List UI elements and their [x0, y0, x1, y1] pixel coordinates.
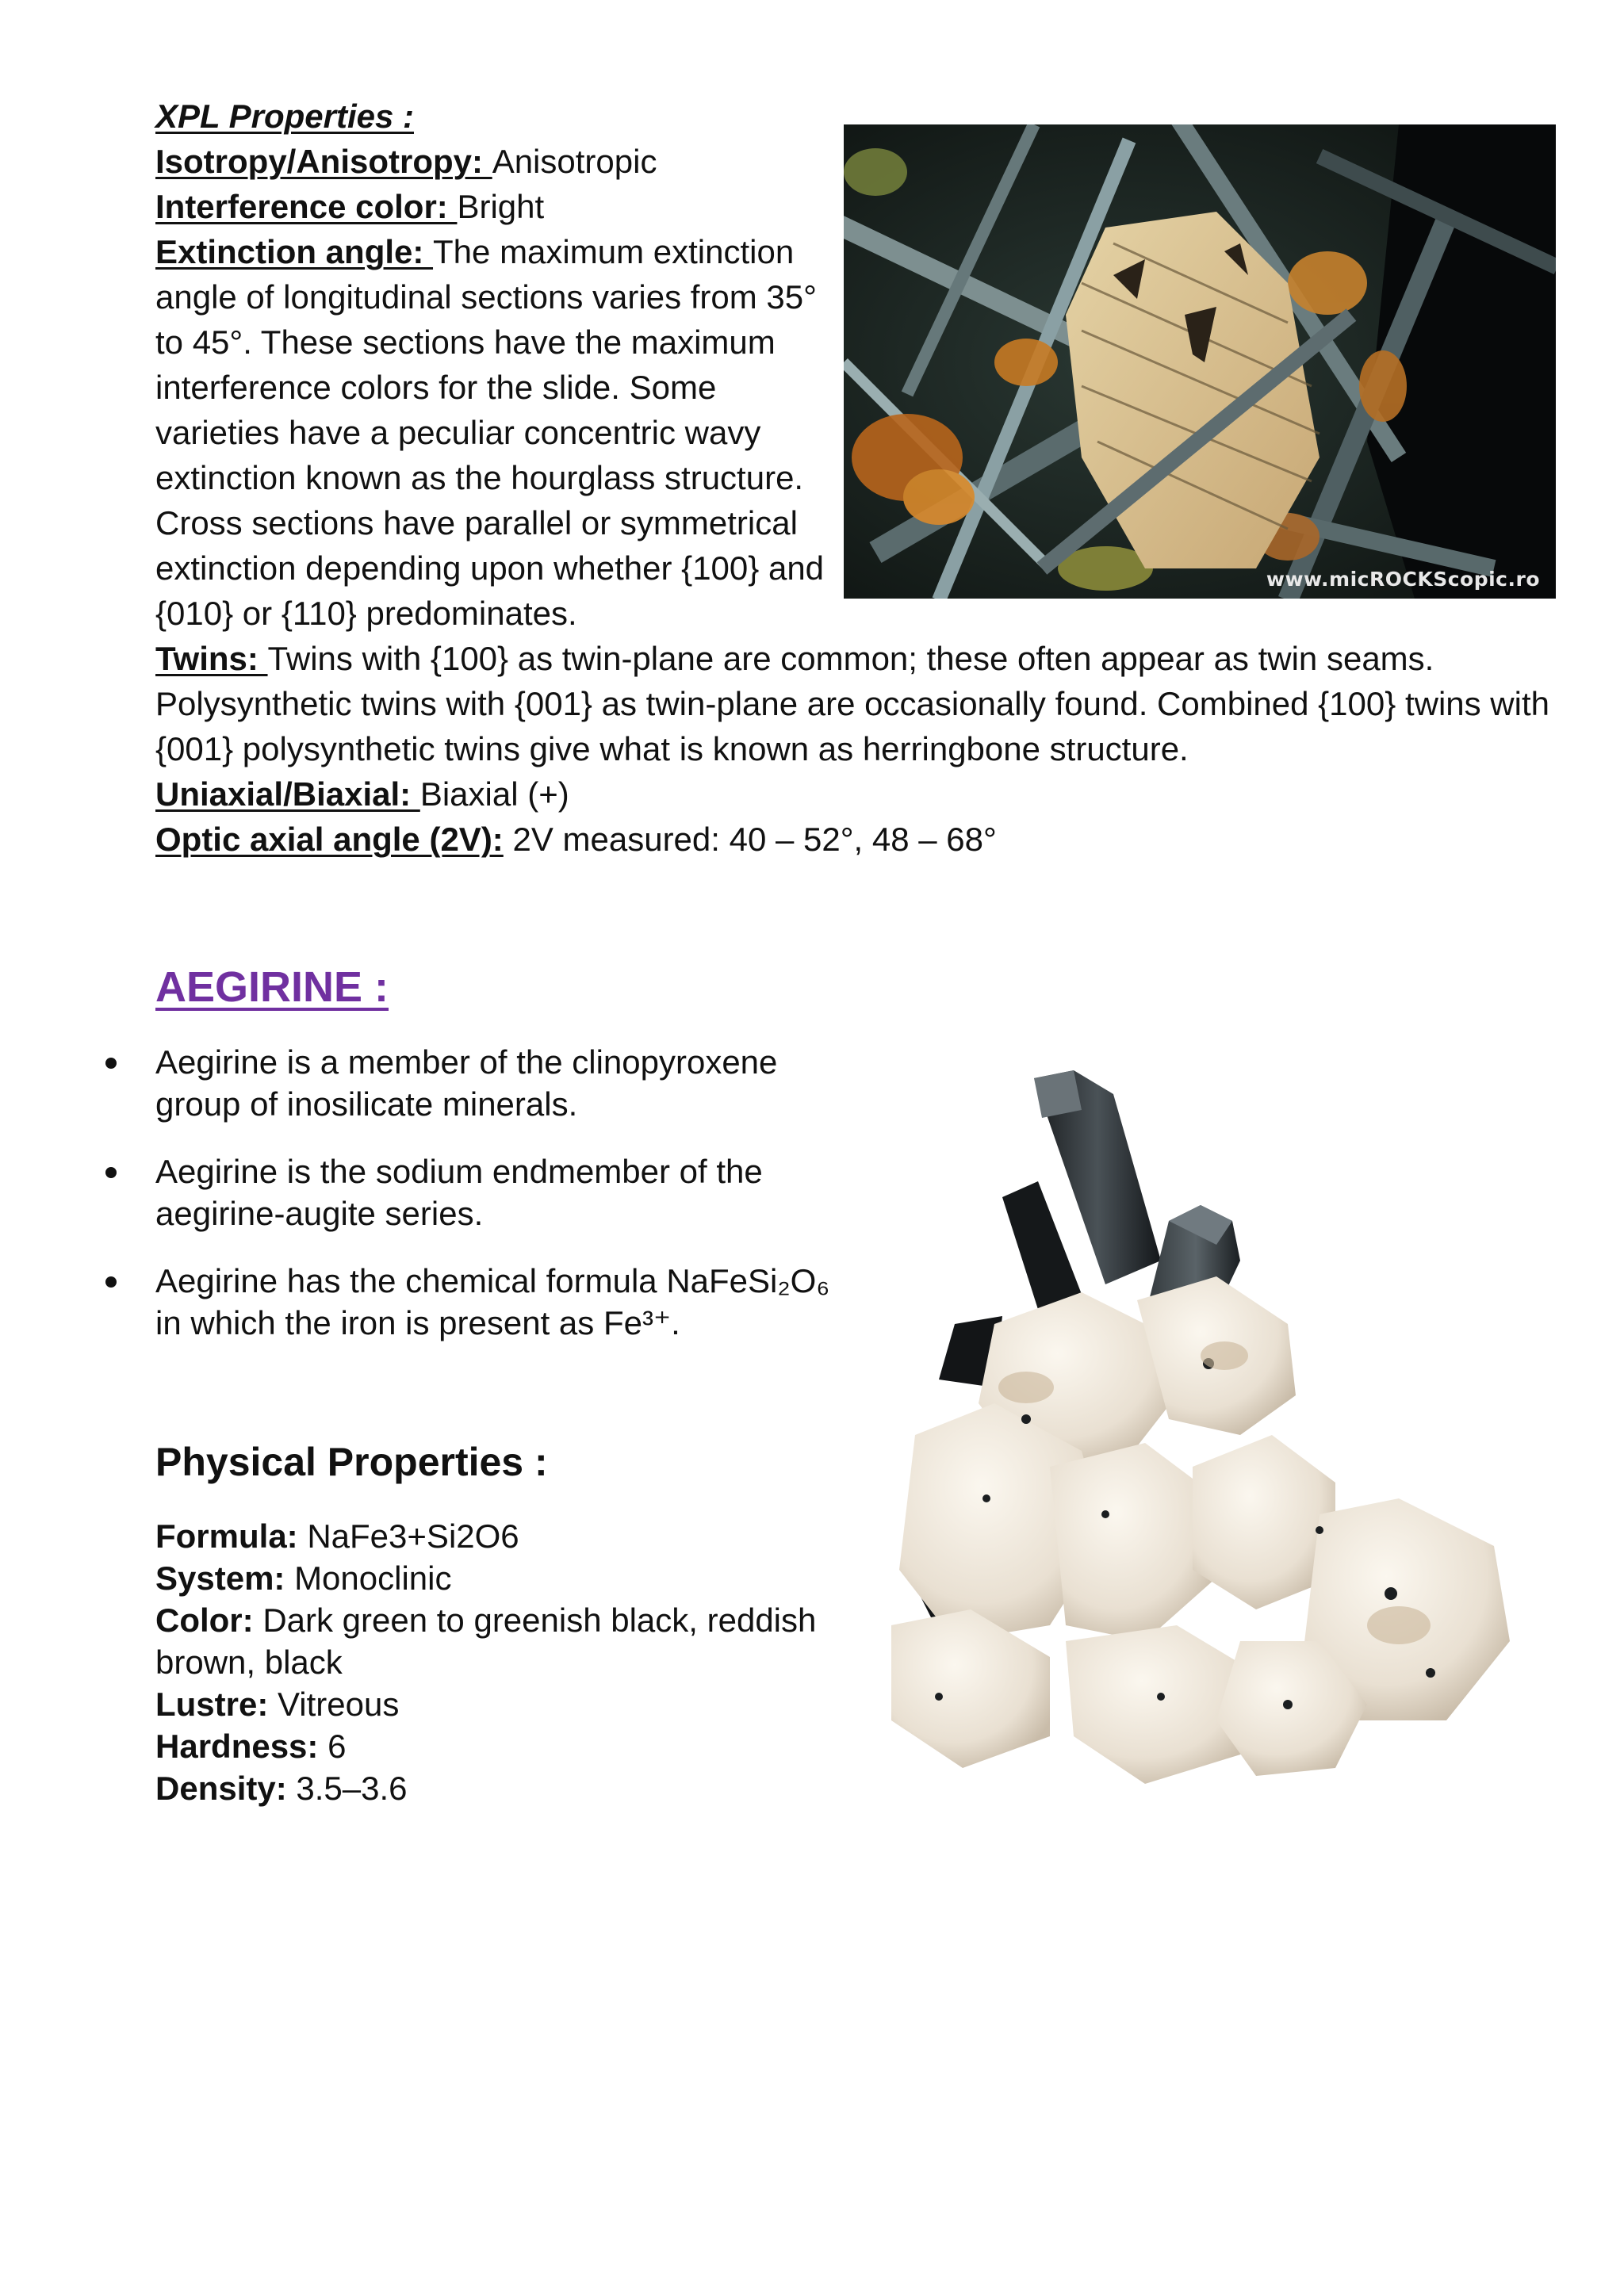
bullet-2-line-1: Aegirine is the sodium endmember of the [155, 1153, 763, 1190]
optic-label: Optic axial angle (2V): [155, 821, 504, 858]
density-line [155, 1766, 408, 1811]
twins-label: Twins: [155, 640, 268, 677]
color-value: Dark green to greenish black, reddish [253, 1601, 817, 1639]
formula-label: Formula: [155, 1517, 298, 1555]
system-label: System: [155, 1559, 285, 1597]
hardness-label: Hardness: [155, 1728, 319, 1765]
bullet-1-line-1: Aegirine is a member of the clinopyroxene [155, 1043, 778, 1081]
lustre-value: Vitreous [268, 1686, 400, 1723]
optic-line [155, 817, 997, 862]
extinction-line-8: extinction depending upon whether {100} and [155, 549, 825, 587]
color-label: Color: [155, 1601, 254, 1639]
color-line [155, 1598, 816, 1643]
color-line-2: brown, black [155, 1644, 343, 1681]
xpl-heading: XPL Properties : [155, 98, 414, 135]
xpl-micrograph-image [844, 124, 1556, 599]
aegirine-title: AEGIRINE : [155, 963, 389, 1011]
isotropy-value: Anisotropic [492, 143, 657, 180]
extinction-label: Extinction angle: [155, 233, 434, 270]
twins-line-3: {001} polysynthetic twins give what is known as herringbone structure. [155, 730, 1189, 767]
twins-line-1 [155, 636, 1434, 681]
lustre-line [155, 1682, 399, 1727]
bullet-dot-1 [105, 1058, 117, 1069]
system-line [155, 1556, 452, 1601]
density-label: Density: [155, 1770, 287, 1807]
interference-value: Bright [457, 188, 545, 225]
micrograph-watermark: www.micROCKScopic.ro [1266, 568, 1540, 591]
lustre-label: Lustre: [155, 1686, 269, 1723]
isotropy-label: Isotropy/Anisotropy: [155, 143, 492, 180]
uniaxial-value: Biaxial (+) [419, 775, 569, 813]
twins-line-2: Polysynthetic twins with {001} as twin-plane are occasionally found. Combined {100} twins with [155, 685, 1549, 722]
optic-value: 2V measured: 40 – 52°, 48 – 68° [503, 821, 997, 858]
bullet-2-line-2: aegirine-augite series. [155, 1195, 484, 1232]
extinction-line-2: angle of longitudinal sections varies from 35° [155, 278, 817, 316]
extinction-line-1 [155, 229, 794, 274]
density-value: 3.5–3.6 [286, 1770, 408, 1807]
extinction-text: The maximum extinction [433, 233, 795, 270]
aegirine-specimen-image [844, 1023, 1556, 1809]
specimen-illustration [844, 1023, 1556, 1809]
extinction-line-4: interference colors for the slide. Some [155, 369, 717, 406]
bullet-3-line-2: in which the iron is present as Fe³⁺. [155, 1304, 680, 1341]
hardness-line [155, 1724, 346, 1769]
extinction-line-7: Cross sections have parallel or symmetrical [155, 504, 798, 541]
uniaxial-line [155, 771, 569, 817]
system-value: Monoclinic [285, 1559, 452, 1597]
extinction-line-9: {010} or {110} predominates. [155, 595, 577, 632]
formula-line [155, 1513, 519, 1559]
uniaxial-label: Uniaxial/Biaxial: [155, 775, 420, 813]
isotropy-line [155, 139, 657, 184]
micrograph-illustration [844, 124, 1556, 599]
physical-properties-title: Physical Properties : [155, 1440, 548, 1484]
bullet-dot-2 [105, 1167, 117, 1178]
extinction-line-6: extinction known as the hourglass structure. [155, 459, 804, 496]
formula-value: NaFe3+Si2O6 [297, 1517, 519, 1555]
twins-text: Twins with {100} as twin-plane are common; these often appear as twin seams. [267, 640, 1434, 677]
bullet-1-line-2: group of inosilicate minerals. [155, 1085, 578, 1123]
bullet-3-line-1: Aegirine has the chemical formula NaFeSi₂O₆ [155, 1262, 830, 1299]
hardness-value: 6 [318, 1728, 347, 1765]
interference-label: Interference color: [155, 188, 458, 225]
extinction-line-3: to 45°. These sections have the maximum [155, 323, 776, 361]
bullet-dot-3 [105, 1276, 117, 1288]
extinction-line-5: varieties have a peculiar concentric wavy [155, 414, 761, 451]
interference-line [155, 184, 544, 229]
